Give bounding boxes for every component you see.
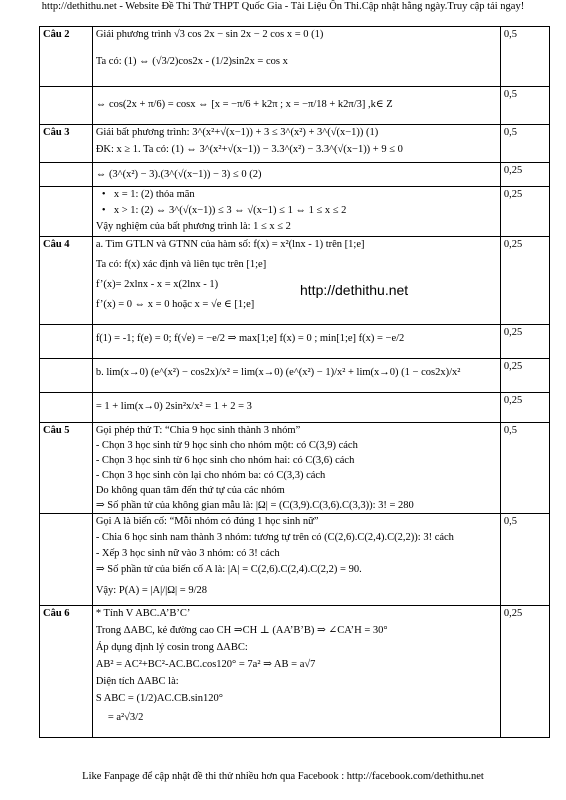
table-row [40, 163, 550, 187]
score-cell: 0,25 [500, 187, 549, 237]
solution-line: * Tính V ABC.A’B’C’ [95, 608, 191, 619]
page-header: http://dethithu.net - Website Đề Thi Thử THPT Quốc Gia - Tài Liệu Ôn Thi.Cập nhật hằng ngày.Truy cập tải ngay! [41, 1, 525, 12]
question-label [40, 187, 93, 237]
solution-line: Ta có: (1) ⇔ (√3/2)cos2x - (1/2)sin2x = cos x [95, 56, 288, 67]
watermark-link[interactable]: http://dethithu.net [300, 282, 409, 298]
score-cell: 0,5 [500, 514, 549, 606]
solution-line: = 1 + lim(x→0) 2sin²x/x² = 1 + 2 = 3 [95, 401, 252, 412]
table-row [40, 423, 550, 514]
solution-line: - Chọn 3 học sinh từ 9 học sinh cho nhóm một: có C(3,9) cách [95, 440, 358, 451]
solution-cell [92, 27, 500, 87]
solution-line: Gọi phép thử T: “Chia 9 học sinh thành 3 nhóm” [95, 425, 301, 436]
score-cell: 0,5 [500, 125, 549, 163]
solution-line: Gọi A là biến cố: “Mỗi nhóm có đúng 1 học sinh nữ” [95, 516, 319, 527]
solution-line: Giải phương trình √3 cos 2x − sin 2x − 2 cos x = 0 (1) [95, 29, 324, 40]
solution-line: f’(x)= 2xlnx - x = x(2lnx - 1) [95, 279, 219, 290]
question-label: Câu 4 [40, 237, 93, 325]
solution-line: - Chọn 3 học sinh từ 6 học sinh cho nhóm hai: có C(3,6) cách [95, 455, 355, 466]
question-label: Câu 3 [40, 125, 93, 163]
solution-line: ⇒ Số phần tử của không gian mẫu là: |Ω| = (C(3,9).C(3,6).C(3,3)): 3! = 280 [95, 500, 414, 511]
solution-line: f(1) = -1; f(e) = 0; f(√e) = −e/2 ⇒ max[1;e] f(x) = 0 ; min[1;e] f(x) = −e/2 [95, 333, 405, 344]
table-row [40, 393, 550, 423]
solution-line: ĐK: x ≥ 1. Ta có: (1) ⇔ 3^(x²+√(x−1)) − 3.3^(x²) − 3.3^(√(x−1)) + 9 ≤ 0 [95, 144, 403, 155]
solution-cell [92, 237, 500, 325]
table-row [40, 606, 550, 738]
bullet-item: • x > 1: (2) ⇔ 3^(√(x−1)) ≤ 3 ⇔ √(x−1) ≤ 1 ⇔ 1 ≤ x ≤ 2 [96, 204, 497, 217]
solution-cell [92, 606, 500, 738]
answer-table [39, 26, 550, 738]
table-row [40, 514, 550, 606]
table-row [40, 237, 550, 325]
solution-cell [92, 325, 500, 359]
question-label [40, 87, 93, 125]
score-cell: 0,25 [500, 359, 549, 393]
question-label: Câu 6 [40, 606, 93, 738]
question-label [40, 514, 93, 606]
solution-line: Diện tích ΔABC là: [95, 676, 179, 687]
score-cell: 0,25 [500, 325, 549, 359]
table-row [40, 87, 550, 125]
score-cell: 0,25 [500, 237, 549, 325]
solution-line: Vậy: P(A) = |A|/|Ω| = 9/28 [95, 585, 207, 596]
solution-line: f’(x) = 0 ⇔ x = 0 hoặc x = √e ∈ [1;e] [95, 299, 255, 310]
solution-cell [92, 187, 500, 237]
solution-line: ⇒ Số phần tử của biến cố A là: |A| = C(2,6).C(2,4).C(2,2) = 90. [95, 564, 362, 575]
question-label [40, 393, 93, 423]
table-row [40, 187, 550, 237]
solution-line: b. lim(x→0) (e^(x²) − cos2x)/x² = lim(x→0) (e^(x²) − 1)/x² + lim(x→0) (1 − cos2x)/x² [95, 367, 461, 378]
solution-line: ⇔ cos(2x + π/6) = cosx ⇔ [x = −π/6 + k2π ; x = −π/18 + k2π/3] ,k∈ Z [95, 99, 393, 110]
solution-line: - Xếp 3 học sinh nữ vào 3 nhóm: có 3! cách [95, 548, 280, 559]
question-label: Câu 2 [40, 27, 93, 87]
question-label [40, 359, 93, 393]
table-row [40, 27, 550, 87]
score-cell: 0,25 [500, 606, 549, 738]
solution-line: Vậy nghiệm của bất phương trình là: 1 ≤ x ≤ 2 [95, 221, 291, 232]
solution-cell [92, 163, 500, 187]
solution-line: - Chia 6 học sinh nam thành 3 nhóm: tương tự trên có (C(2,6).C(2,4).C(2,2)): 3! cách [95, 532, 454, 543]
solution-line: Ta có: f(x) xác định và liên tục trên [1;e] [95, 259, 267, 270]
solution-cell [92, 423, 500, 514]
table-row [40, 359, 550, 393]
bullet-item: • x = 1: (2) thỏa mãn [96, 188, 497, 201]
solution-cell [92, 125, 500, 163]
score-cell: 0,5 [500, 27, 549, 87]
score-cell: 0,25 [500, 393, 549, 423]
table-row [40, 325, 550, 359]
solution-cell [92, 87, 500, 125]
question-label [40, 325, 93, 359]
solution-line: - Chọn 3 học sinh còn lại cho nhóm ba: có C(3,3) cách [95, 470, 326, 481]
solution-line: AB² = AC²+BC²-AC.BC.cos120° = 7a² ⇒ AB = a√7 [95, 659, 316, 670]
score-cell: 0,5 [500, 87, 549, 125]
question-label [40, 163, 93, 187]
solution-line: = a²√3/2 [107, 712, 144, 723]
solution-line: S ABC = (1/2)AC.CB.sin120° [95, 693, 223, 704]
solution-line: Do không quan tâm đến thứ tự của các nhóm [95, 485, 285, 496]
solution-line: Giải bất phương trình: 3^(x²+√(x−1)) + 3 ≤ 3^(x²) + 3^(√(x−1)) (1) [95, 127, 379, 138]
score-cell: 0,25 [500, 163, 549, 187]
table-row [40, 125, 550, 163]
page-footer: Like Fanpage để cập nhật đề thi thử nhiều hơn qua Facebook : http://facebook.com/dethithu.net [82, 771, 484, 782]
solution-cell [92, 514, 500, 606]
solution-cell [92, 359, 500, 393]
solution-line: a. Tìm GTLN và GTNN của hàm số: f(x) = x²(lnx - 1) trên [1;e] [95, 239, 365, 250]
solution-cell [92, 393, 500, 423]
solution-line: Áp dụng định lý cosin trong ΔABC: [95, 642, 248, 653]
solution-line: Trong ΔABC, kẻ đường cao CH ⇒CH ⊥ (AA’B’B) ⇒ ∠CA’H = 30° [95, 625, 388, 636]
question-label: Câu 5 [40, 423, 93, 514]
solution-line: ⇔ (3^(x²) − 3).(3^(√(x−1)) − 3) ≤ 0 (2) [95, 169, 262, 180]
score-cell: 0,5 [500, 423, 549, 514]
